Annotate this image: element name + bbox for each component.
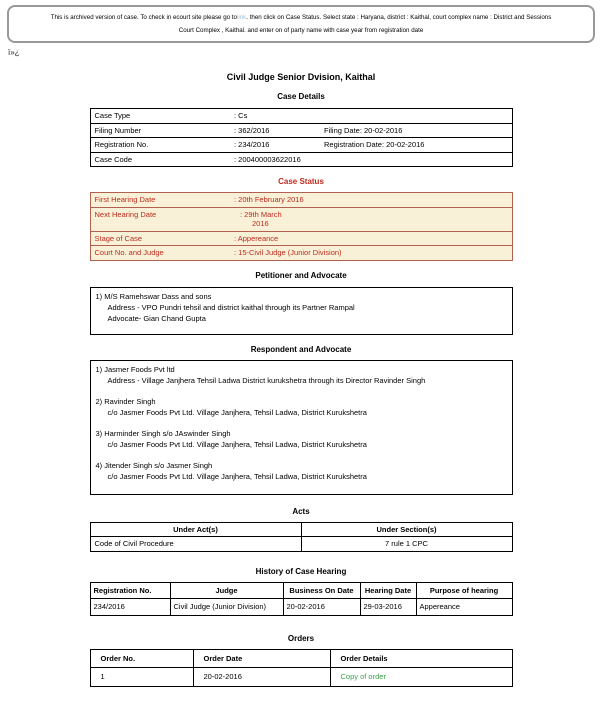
next-hearing-line1: : 29th March <box>240 209 282 219</box>
case-details-table <box>90 108 513 167</box>
status-value <box>230 207 512 231</box>
detail-label: Case Type <box>94 111 131 120</box>
party-name: 3) Harminder Singh s/o JAswinder Singh <box>95 428 231 438</box>
history-table <box>90 582 513 616</box>
detail-extra <box>320 152 512 167</box>
case-page-content <box>90 72 513 687</box>
respondent-heading: Respondent and Advocate <box>250 344 352 354</box>
respondent-entry <box>96 364 507 386</box>
orders-col-header: Order Details <box>330 649 512 668</box>
acts-header-row <box>90 522 512 537</box>
case-details-row <box>90 123 512 138</box>
orders-col-header: Order No. <box>100 653 136 663</box>
case-status-row <box>90 246 512 261</box>
ecourt-site-link[interactable]: link <box>236 14 247 21</box>
banner-line2: Court Complex , Kaithal. and enter on of party name with case year from registration date <box>178 27 424 34</box>
status-value: : 15-Civil Judge (Junior Division) <box>230 246 512 261</box>
party-name: 2) Ravinder Singh <box>95 396 156 406</box>
party-name: 1) M/S Ramehswar Dass and sons <box>95 291 212 301</box>
copy-of-order-link[interactable]: Copy of order <box>340 672 386 681</box>
orders-col-header: Order Date <box>193 649 330 668</box>
party-address: c/o Jasmer Foods Pvt Ltd. Village Janjhera, Tehsil Ladwa, District Kurukshetra <box>107 407 367 417</box>
detail-extra: Registration Date: 20-02-2016 <box>320 138 512 153</box>
party-address: Address - VPO Pundri tehsil and district kaithal through its Partner Rampal <box>107 302 355 312</box>
detail-extra: Filing Date: 20-02-2016 <box>320 123 512 138</box>
history-registration-no: 234/2016 <box>93 602 125 611</box>
history-col-header: Judge <box>170 582 283 599</box>
order-date: 20-02-2016 <box>193 668 330 687</box>
order-number: 1 <box>100 672 105 681</box>
status-value: : Appereance <box>230 231 512 246</box>
detail-label: Case Code <box>90 152 230 167</box>
case-details-row <box>90 138 512 153</box>
party-name: 1) Jasmer Foods Pvt ltd <box>95 364 175 374</box>
case-status-table <box>90 192 513 261</box>
status-label: Stage of Case <box>90 231 230 246</box>
petitioner-entry <box>96 291 507 324</box>
case-details-row <box>90 109 512 124</box>
status-value: : 20th February 2016 <box>234 195 304 204</box>
detail-value: : 362/2016 <box>230 123 320 138</box>
history-col-header: Purpose of hearing <box>416 582 512 599</box>
orders-heading: Orders <box>287 633 315 643</box>
status-label: Court No. and Judge <box>90 246 230 261</box>
history-col-header: Business On Date <box>283 582 360 599</box>
history-col-header: Hearing Date <box>360 582 416 599</box>
case-details-row <box>90 152 512 167</box>
banner-text-before-link: This is archived version of case. To check in ecourt site please go to <box>50 14 237 21</box>
archived-notice-banner <box>7 5 595 43</box>
history-judge: Civil Judge (Junior Division) <box>170 599 283 616</box>
history-hearing-date: 29-03-2016 <box>360 599 416 616</box>
party-address: c/o Jasmer Foods Pvt Ltd. Village Janjhera, Tehsil Ladwa, District Kurukshetra <box>107 471 367 481</box>
status-label: Next Hearing Date <box>90 207 230 231</box>
detail-extra <box>320 109 512 124</box>
status-label: First Hearing Date <box>94 195 156 204</box>
case-details-heading: Case Details <box>277 92 325 101</box>
party-name: 4) Jitender Singh s/o Jasmer Singh <box>95 460 213 470</box>
orders-header-row <box>90 649 512 668</box>
next-hearing-line2: 2016 <box>252 219 269 228</box>
acts-row <box>90 537 512 552</box>
party-advocate: Advocate- Gian Chand Gupta <box>107 313 206 323</box>
party-address: c/o Jasmer Foods Pvt Ltd. Village Janjhera, Tehsil Ladwa, District Kurukshetra <box>107 439 367 449</box>
detail-value: : 234/2016 <box>230 138 320 153</box>
history-business-date: 20-02-2016 <box>283 599 360 616</box>
detail-value: : Cs <box>234 111 248 120</box>
case-status-row <box>90 231 512 246</box>
history-row <box>90 599 512 616</box>
banner-line1 <box>15 11 587 24</box>
court-title: Civil Judge Senior Dvision, Kaithal <box>226 72 376 82</box>
acts-table <box>90 522 513 552</box>
respondent-entry <box>96 396 507 418</box>
orders-row <box>90 668 512 687</box>
acts-col-header: Under Act(s) <box>173 524 218 534</box>
orders-table <box>90 649 513 687</box>
acts-heading: Acts <box>292 506 310 516</box>
banner-text-after-link: . then click on Case Status. Select state : Haryana, district : Kaithal, court complex name : District and Sessions <box>246 14 552 21</box>
acts-col-header: Under Section(s) <box>301 522 512 537</box>
detail-value: : 200400003622016 <box>230 152 320 167</box>
respondent-entry <box>96 460 507 482</box>
act-section: 7 rule 1 CPC <box>301 537 512 552</box>
respondent-entry <box>96 428 507 450</box>
party-address: Address - Village Janjhera Tehsil Ladwa District kurukshetra through its Director Ravinder Singh <box>107 375 426 385</box>
detail-label: Registration No. <box>90 138 230 153</box>
petitioner-heading: Petitioner and Advocate <box>255 270 347 280</box>
respondent-box <box>90 360 513 495</box>
history-purpose: Appereance <box>416 599 512 616</box>
case-status-row <box>90 193 512 208</box>
petitioner-box <box>90 287 513 335</box>
bom-artifact-text: ï»¿ <box>8 48 20 57</box>
act-name: Code of Civil Procedure <box>94 539 174 548</box>
history-header-row <box>90 582 512 599</box>
detail-label: Filing Number <box>90 123 230 138</box>
history-col-header: Registration No. <box>93 585 152 595</box>
case-status-row <box>90 207 512 231</box>
case-status-heading: Case Status <box>278 177 324 186</box>
history-heading: History of Case Hearing <box>255 566 347 576</box>
order-details-cell <box>330 668 512 687</box>
